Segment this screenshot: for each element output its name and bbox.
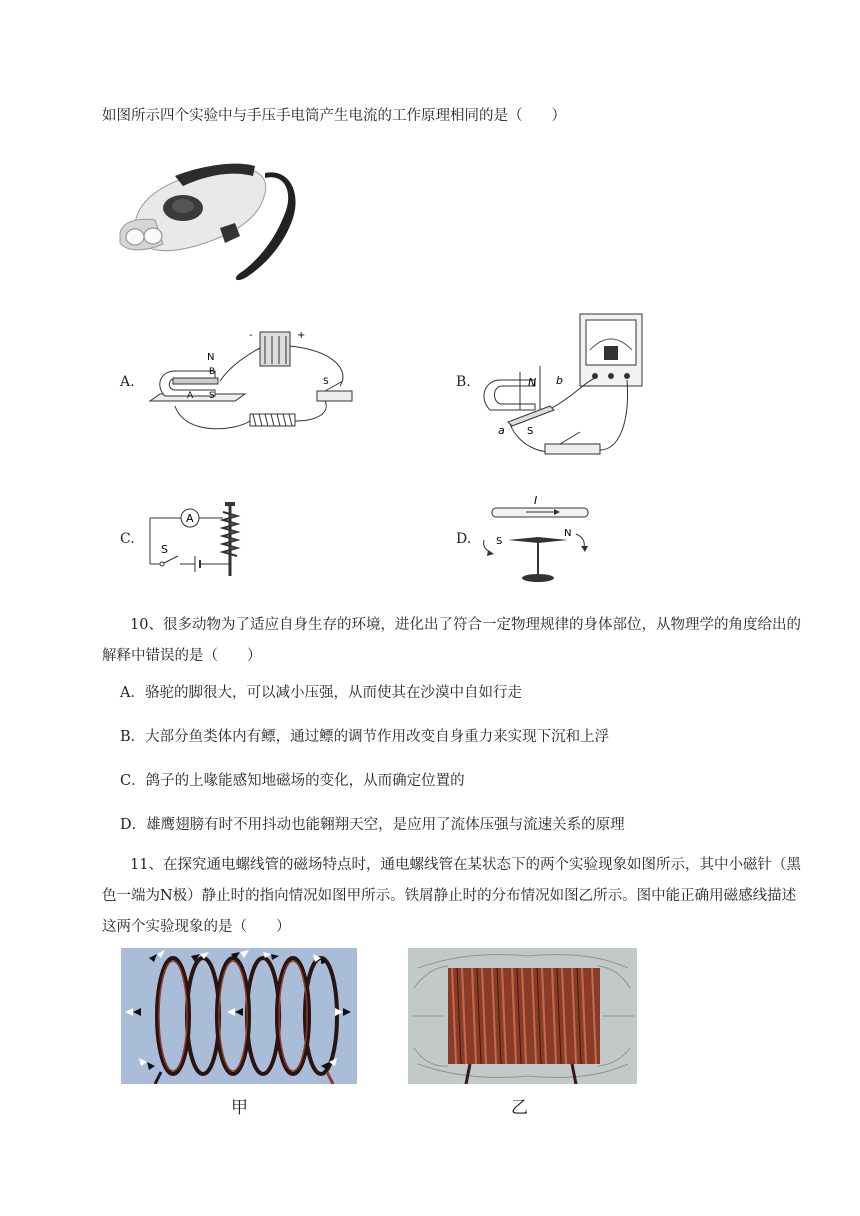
svg-text:-: - [249,330,253,341]
svg-text:I: I [534,494,538,507]
option-a-label: A. [120,374,135,390]
svg-text:b: b [556,374,563,387]
solenoid-iron-filings-photo [408,948,637,1084]
question-10-option-d: D．雄鹰翅膀有时不用抖动也能翱翔天空，是应用了流体压强与流速关系的原理 [120,817,625,833]
caption-yi: 乙 [511,1098,528,1118]
question-9-stem: 如图所示四个实验中与手压手电筒产生电流的工作原理相同的是（ ） [102,108,566,124]
svg-text:N: N [207,352,215,363]
svg-text:S: S [527,426,534,437]
caption-jia: 甲 [231,1098,248,1118]
option-d-label: D. [456,531,472,547]
svg-text:S: S [496,536,503,547]
solenoid-compass-photo [121,948,357,1084]
svg-text:+: + [297,330,306,341]
figure-d-oersted-experiment [478,490,598,590]
figure-a-electromagnet-circuit [145,326,365,438]
figure-b-galvanometer-experiment [480,310,650,460]
question-10-option-c: C．鸽子的上喙能感知地磁场的变化，从而确定位置的 [120,773,465,789]
svg-text:S: S [209,391,215,401]
svg-text:B: B [209,367,216,377]
hand-crank-flashlight-image [115,148,315,283]
svg-text:A: A [186,512,194,525]
question-10-option-b: B．大部分鱼类体内有鳔，通过鳔的调节作用改变自身重力来实现下沉和上浮 [120,729,610,745]
svg-text:S: S [161,543,168,556]
svg-text:N: N [564,528,572,539]
question-10-option-a: A．骆驼的脚很大，可以减小压强，从而使其在沙漠中自如行走 [120,685,522,701]
figure-c-coil-nail-ammeter [145,500,245,580]
svg-text:S: S [323,377,329,387]
svg-text:a: a [498,424,505,437]
option-b-label: B. [456,374,471,390]
svg-text:A: A [187,391,194,401]
question-10-stem: 10、很多动物为了适应自身生存的环境，进化出了符合一定物理规律的身体部位，从物理学的角度给出的解释中错误的是（ ） [102,617,801,664]
option-c-label: C. [120,531,135,547]
question-11-stem: 11、在探究通电螺线管的磁场特点时，通电螺线管在某状态下的两个实验现象如图所示，其中小磁针（黑色一端为N极）静止时的指向情况如图甲所示。铁屑静止时的分布情况如图乙所示。图中能正确用磁感线描述这两个实验现象的是（ ） [102,857,801,935]
svg-text:N: N [528,376,537,389]
